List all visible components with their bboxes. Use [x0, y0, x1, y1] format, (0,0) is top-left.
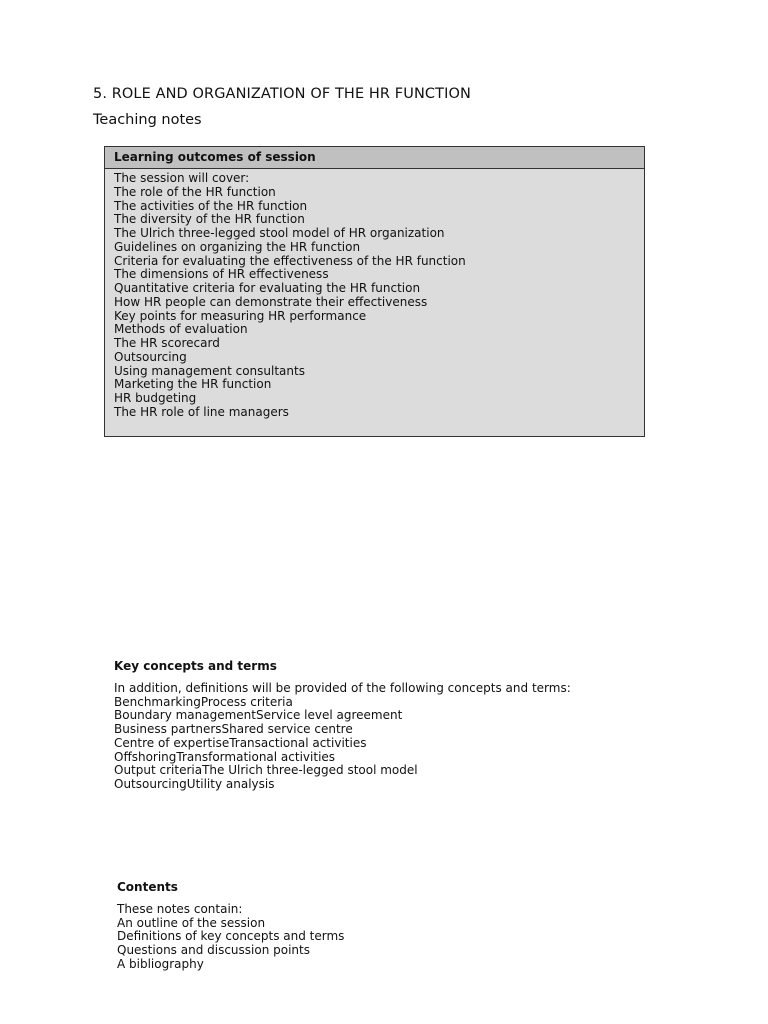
learning-outcomes-title: Learning outcomes of session — [105, 147, 644, 169]
learning-outcome-item: Methods of evaluation — [114, 322, 248, 337]
key-concept-item: Business partnersShared service centre — [114, 722, 353, 736]
key-concepts-intro: In addition, definitions will be provided of the following concepts and terms: — [114, 680, 571, 695]
learning-outcome-item: The diversity of the HR function — [114, 212, 305, 227]
key-concept-item: Boundary managementService level agreement — [114, 708, 403, 723]
key-concept-item: OutsourcingUtility analysis — [114, 777, 275, 791]
document-heading: 5. ROLE AND ORGANIZATION OF THE HR FUNCTION — [93, 86, 471, 102]
contents-section — [117, 881, 344, 972]
learning-outcome-item: The dimensions of HR effectiveness — [114, 267, 329, 282]
key-concepts-title: Key concepts and terms — [114, 659, 277, 673]
learning-outcome-item: Using management consultants — [114, 363, 305, 378]
contents-intro: These notes contain: — [117, 901, 243, 916]
learning-outcome-item: The Ulrich three-legged stool model of HR organization — [114, 226, 445, 240]
learning-outcome-item: Quantitative criteria for evaluating the HR function — [114, 281, 421, 295]
contents-item: An outline of the session — [117, 915, 266, 930]
learning-outcome-item: Guidelines on organizing the HR function — [114, 239, 361, 254]
key-concept-item: Output criteriaThe Ulrich three-legged stool model — [114, 763, 418, 778]
learning-outcome-item: Outsourcing — [114, 349, 187, 364]
learning-outcome-item: How HR people can demonstrate their effectiveness — [114, 294, 428, 309]
learning-outcome-item: Marketing the HR function — [114, 377, 272, 392]
document-subheading: Teaching notes — [93, 112, 202, 128]
contents-title: Contents — [117, 880, 178, 894]
key-concepts-section — [114, 660, 571, 792]
learning-outcome-item: The activities of the HR function — [114, 198, 308, 213]
contents-item: Questions and discussion points — [117, 943, 310, 957]
key-concept-item: OffshoringTransformational activities — [114, 749, 336, 764]
learning-outcome-item: Key points for measuring HR performance — [114, 308, 367, 323]
learning-outcomes-box — [104, 146, 645, 437]
learning-outcome-item: The HR role of line managers — [114, 404, 289, 419]
learning-outcome-item: The HR scorecard — [114, 336, 220, 350]
learning-outcome-item: HR budgeting — [114, 391, 197, 405]
learning-outcome-item: The role of the HR function — [114, 184, 276, 199]
contents-item: Definitions of key concepts and terms — [117, 929, 345, 944]
learning-outcome-item: Criteria for evaluating the effectiveness of the HR function — [114, 253, 466, 268]
learning-outcomes-intro: The session will cover: — [114, 171, 250, 185]
learning-outcomes-body — [105, 169, 644, 420]
key-concept-item: BenchmarkingProcess criteria — [114, 694, 293, 709]
key-concept-item: Centre of expertiseTransactional activities — [114, 735, 367, 750]
contents-item: A bibliography — [117, 956, 204, 971]
